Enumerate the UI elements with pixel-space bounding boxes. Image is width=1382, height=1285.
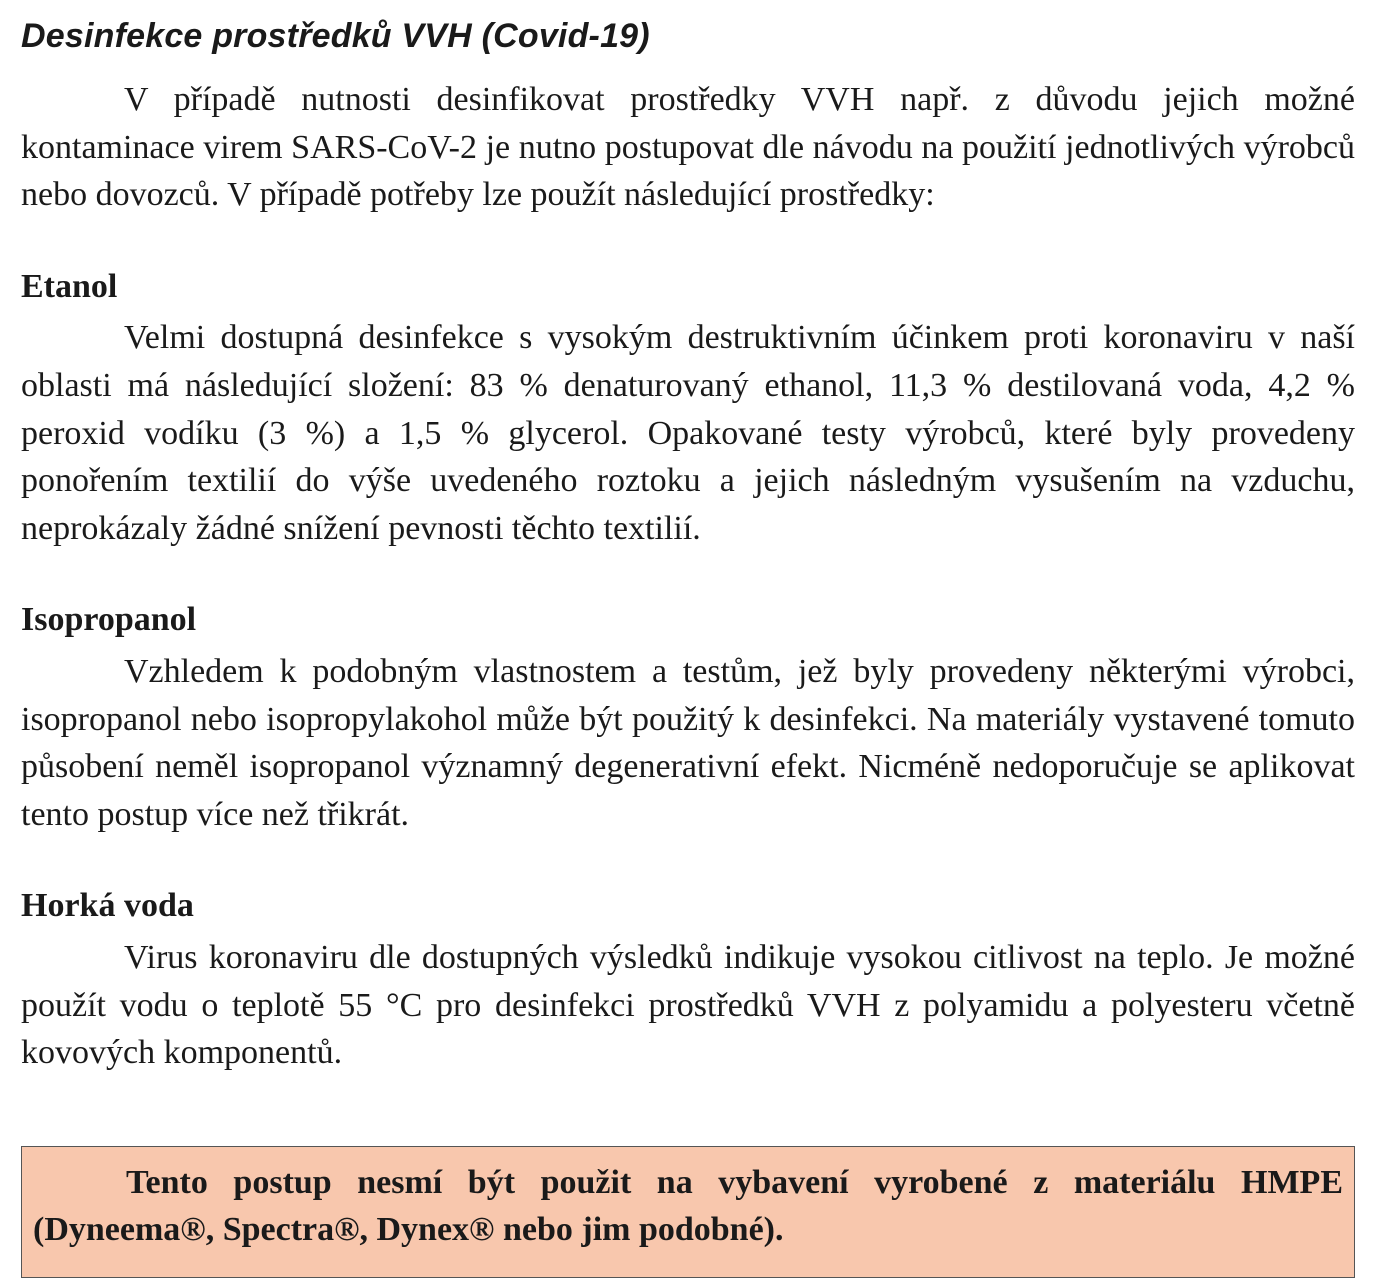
section-text-isopropanol: Vzhledem k podobným vlastnostem a testům, jež byly provedeny některými výrobci, isopropanol nebo isopropylakohol může být použitý k desinfekci. Na materiály vystavené tomuto působení neměl isopropanol významný degenerativní efekt. Nicméně nedoporučuje se aplikovat tento postup více než třikrát.	[21, 652, 1355, 833]
warning-box	[21, 1146, 1355, 1278]
section-heading-etanol: Etanol	[21, 267, 118, 305]
section-horka-voda	[21, 882, 1355, 1076]
section-heading-horka-voda: Horká voda	[21, 887, 194, 925]
section-text-horka-voda: Virus koronaviru dle dostupných výsledků indikuje vysokou citlivost na teplo. Je možné použít vodu o teplotě 55 °C pro desinfekci prostředků VVH z polyamidu a polyesteru včetně kovových komponentů.	[21, 938, 1355, 1072]
document-title: Desinfekce prostředků VVH (Covid-19)	[21, 17, 650, 55]
section-heading-isopropanol: Isopropanol	[21, 601, 197, 639]
section-text-etanol: Velmi dostupná desinfekce s vysokým destruktivním účinkem proti koronaviru v naší oblasti má následující složení: 83 % denaturovaný ethanol, 11,3 % destilovaná voda, 4,2 % peroxid vodíku (3 %) a 1,5 % glycerol. Opakované testy výrobců, které byly provedeny ponořením textilií do výše uvedeného roztoku a jejich následným vysušením na vzduchu, neprokázaly žádné snížení pevnosti těchto textilií.	[21, 319, 1355, 547]
intro-paragraph: V případě nutnosti desinfikovat prostředky VVH např. z důvodu jejich možné kontaminace virem SARS-CoV-2 je nutno postupovat dle návodu na použití jednotlivých výrobců nebo dovozců. V případě potřeby lze použít následující prostředky:	[21, 81, 1355, 214]
section-etanol	[21, 263, 1355, 553]
section-isopropanol	[21, 596, 1355, 838]
warning-text: Tento postup nesmí být použit na vybavení vyrobené z materiálu HMPE (Dyneema®, Spectra®, Dynex® nebo jim podobné).	[33, 1164, 1343, 1248]
document-page	[21, 14, 1355, 1077]
